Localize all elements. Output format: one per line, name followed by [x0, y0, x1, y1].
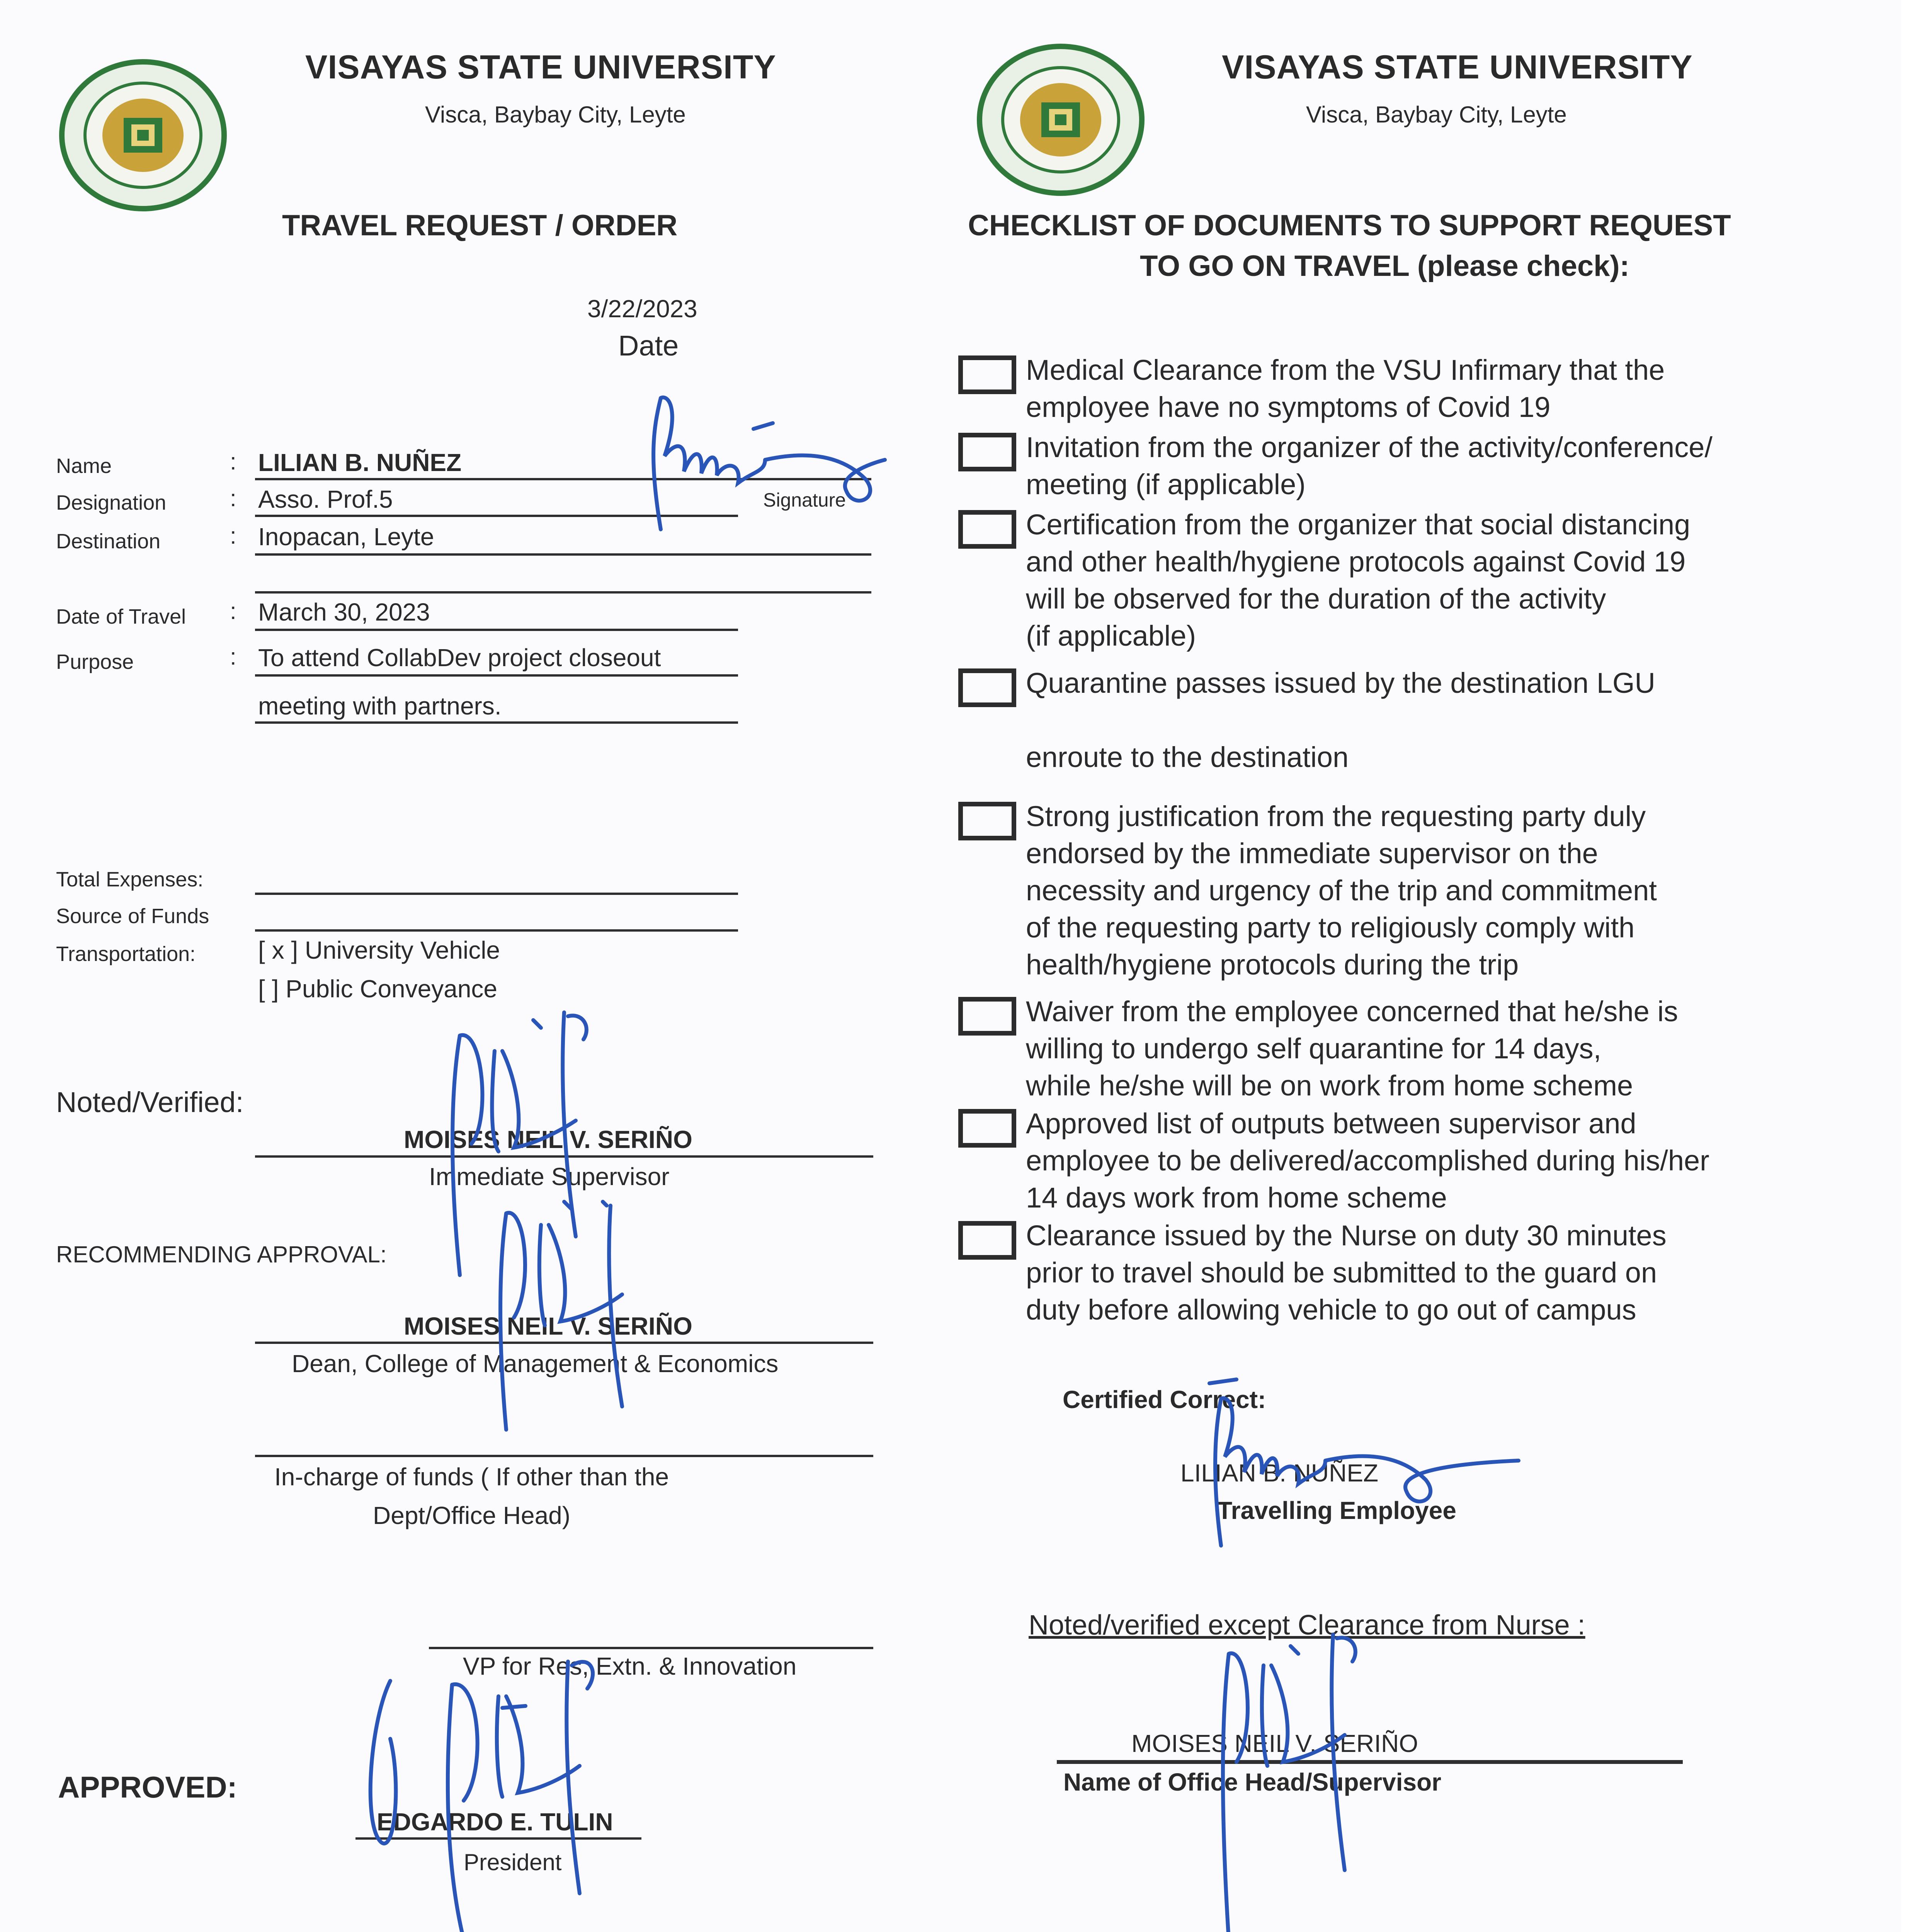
checklist-checkbox[interactable] — [958, 1221, 1016, 1260]
checklist-checkbox[interactable] — [958, 668, 1016, 707]
date-of-travel-colon: : — [230, 598, 236, 624]
checklist-item-text: meeting (if applicable) — [1026, 468, 1306, 500]
office-head-signature — [1198, 1623, 1414, 1932]
checklist-checkbox[interactable] — [958, 355, 1016, 394]
source-of-funds-underline — [255, 929, 738, 932]
in-charge-label-1: In-charge of funds ( If other than the — [274, 1463, 669, 1491]
checklist-item-text: Certification from the organizer that social distancing — [1026, 509, 1690, 541]
immediate-supervisor-title: Immediate Supervisor — [429, 1163, 670, 1190]
university-address-left: Visca, Baybay City, Leyte — [425, 102, 686, 128]
employee-title: Travelling Employee — [1217, 1497, 1456, 1524]
recommending-approval-label: RECOMMENDING APPROVAL: — [56, 1242, 387, 1267]
dean-title: Dean, College of Management & Economics — [292, 1350, 779, 1378]
checklist-checkbox[interactable] — [958, 997, 1016, 1036]
name-colon: : — [230, 449, 236, 474]
checklist-item-text: enroute to the destination — [1026, 741, 1349, 773]
destination-colon: : — [230, 523, 236, 549]
travel-request-title: TRAVEL REQUEST / ORDER — [282, 209, 678, 242]
checklist-item-text: (if applicable) — [1026, 620, 1196, 652]
checklist-item-text: duty before allowing vehicle to go out of campus — [1026, 1294, 1636, 1326]
purpose-underline-2 — [255, 721, 738, 724]
total-expenses-label: Total Expenses: — [56, 868, 204, 891]
designation-label: Designation — [56, 491, 167, 514]
destination-label: Destination — [56, 530, 161, 553]
in-charge-line — [255, 1455, 873, 1457]
transportation-label: Transportation: — [56, 942, 196, 966]
office-head-name: MOISES NEIL V. SERIÑO — [1131, 1730, 1418, 1757]
checklist-item-text: and other health/hygiene protocols against Covid 19 — [1026, 546, 1686, 578]
total-expenses-underline — [255, 893, 738, 895]
name-value: LILIAN B. NUÑEZ — [258, 449, 462, 476]
checklist-item-text: Medical Clearance from the VSU Infirmary that the — [1026, 354, 1665, 386]
checklist-item-text: health/hygiene protocols during the trip — [1026, 949, 1519, 981]
president-name: EDGARDO E. TULIN — [377, 1808, 613, 1836]
noted-verified-label: Noted/Verified: — [56, 1086, 244, 1118]
request-date-value: 3/22/2023 — [587, 295, 697, 323]
destination-underline-2 — [255, 591, 871, 594]
checklist-checkbox[interactable] — [958, 1109, 1016, 1148]
checklist-item-text: Clearance issued by the Nurse on duty 30 minutes — [1026, 1219, 1667, 1252]
checklist-item-text: prior to travel should be submitted to the guard on — [1026, 1257, 1657, 1289]
designation-colon: : — [230, 485, 236, 511]
purpose-colon: : — [230, 644, 236, 670]
destination-value: Inopacan, Leyte — [258, 523, 434, 551]
university-name-left: VISAYAS STATE UNIVERSITY — [305, 49, 776, 86]
dean-signature — [475, 1190, 692, 1437]
transport-university-vehicle: [ x ] University Vehicle — [258, 936, 500, 964]
date-of-travel-label: Date of Travel — [56, 605, 186, 628]
checklist-checkbox[interactable] — [958, 433, 1016, 471]
noted-except-label: Noted/verified except Clearance from Nurse : — [1029, 1610, 1585, 1641]
president-title: President — [464, 1849, 562, 1875]
checklist-title-1: CHECKLIST OF DOCUMENTS TO SUPPORT REQUEST — [968, 209, 1731, 242]
university-name-right: VISAYAS STATE UNIVERSITY — [1222, 49, 1693, 86]
signature-label: Signature — [763, 489, 846, 511]
checklist-item-text: while he/she will be on work from home scheme — [1026, 1070, 1633, 1102]
employee-name: LILIAN B. NUÑEZ — [1180, 1459, 1379, 1487]
request-date-label: Date — [618, 330, 679, 362]
checklist-item-text: of the requesting party to religiously comply with — [1026, 912, 1635, 944]
checklist-checkbox[interactable] — [958, 510, 1016, 549]
scan-margin — [1901, 0, 1932, 1932]
checklist-item-text: endorsed by the immediate supervisor on the — [1026, 837, 1598, 869]
university-seal-left — [58, 58, 228, 213]
destination-underline — [255, 553, 871, 556]
checklist-item-text: will be observed for the duration of the activity — [1026, 583, 1606, 615]
university-address-right: Visca, Baybay City, Leyte — [1306, 102, 1567, 128]
purpose-line-2: meeting with partners. — [258, 692, 502, 720]
checklist-item-text: employee have no symptoms of Covid 19 — [1026, 391, 1551, 423]
checklist-checkbox[interactable] — [958, 802, 1016, 840]
checklist-item-text: Quarantine passes issued by the destination LGU — [1026, 667, 1655, 699]
date-of-travel-underline — [255, 629, 738, 631]
checklist-item-text: Approved list of outputs between supervisor and — [1026, 1107, 1636, 1139]
checklist-item-text: Waiver from the employee concerned that he/she is — [1026, 995, 1678, 1027]
checklist-item-text: Strong justification from the requesting party duly — [1026, 800, 1646, 832]
approved-label: APPROVED: — [58, 1770, 237, 1804]
transport-public-conveyance: [ ] Public Conveyance — [258, 975, 497, 1003]
name-label: Name — [56, 454, 112, 478]
date-of-travel-value: March 30, 2023 — [258, 598, 430, 626]
employee-signature-top — [638, 383, 908, 545]
in-charge-label-2: Dept/Office Head) — [373, 1502, 571, 1529]
checklist-item-text: employee to be delivered/accomplished during his/her — [1026, 1145, 1709, 1177]
checklist-item-text: necessity and urgency of the trip and commitment — [1026, 874, 1657, 906]
office-head-title: Name of Office Head/Supervisor — [1063, 1768, 1442, 1796]
checklist-title-2: TO GO ON TRAVEL (please check): — [1140, 250, 1629, 282]
checklist-item-text: 14 days work from home scheme — [1026, 1182, 1447, 1214]
president-signature — [348, 1623, 696, 1932]
vp-title: VP for Res, Extn. & Innovation — [463, 1652, 797, 1680]
purpose-label: Purpose — [56, 650, 134, 673]
checklist-item-text: willing to undergo self quarantine for 14 days, — [1026, 1032, 1602, 1065]
purpose-line-1: To attend CollabDev project closeout — [258, 644, 661, 672]
source-of-funds-label: Source of Funds — [56, 905, 209, 928]
dean-name: MOISES NEIL V. SERIÑO — [404, 1312, 692, 1340]
employee-signature-certified — [1198, 1352, 1546, 1569]
university-seal-right — [976, 43, 1146, 197]
checklist-item-text: Invitation from the organizer of the activity/conference/ — [1026, 431, 1713, 463]
purpose-underline-1 — [255, 674, 738, 677]
certified-correct-label: Certified Correct: — [1063, 1386, 1266, 1413]
immediate-supervisor-name: MOISES NEIL V. SERIÑO — [404, 1126, 692, 1153]
designation-value: Asso. Prof.5 — [258, 485, 393, 513]
